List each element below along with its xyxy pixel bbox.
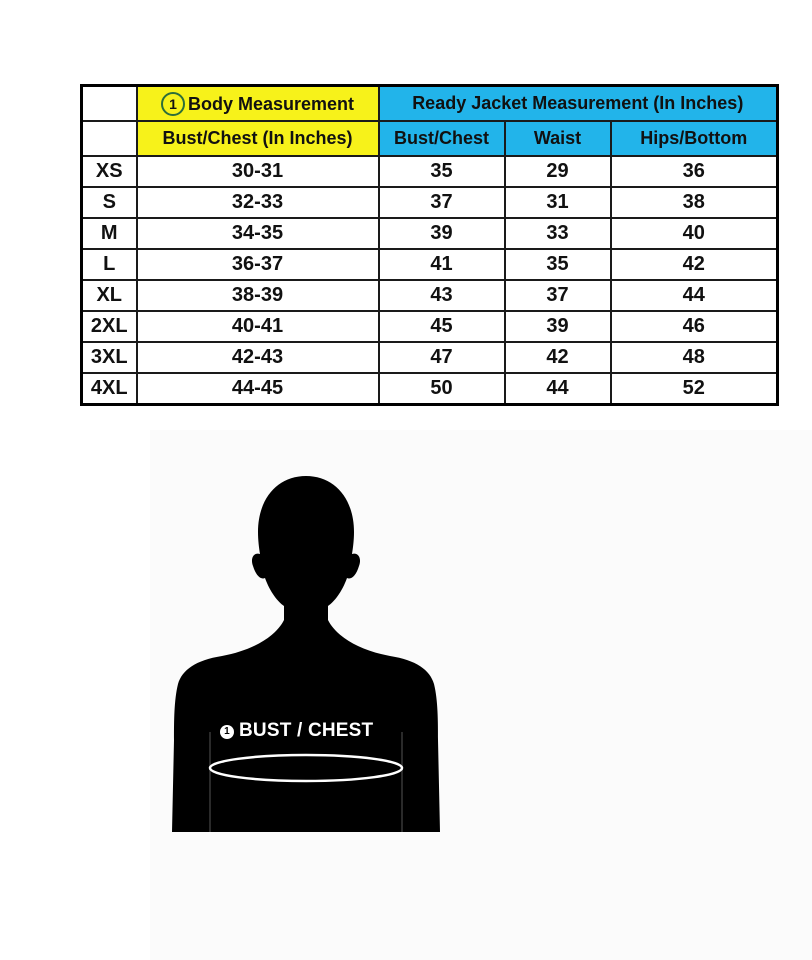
table-row: [82, 373, 778, 405]
jacket-waist-cell: 42: [505, 342, 611, 373]
size-cell: 3XL: [82, 342, 137, 373]
size-cell: S: [82, 187, 137, 218]
body-silhouette-icon: [166, 470, 446, 832]
table-row: [82, 342, 778, 373]
table-row: [82, 311, 778, 342]
jacket-hips-cell: 38: [611, 187, 778, 218]
jacket-bust-cell: 39: [379, 218, 505, 249]
jacket-bust-cell: 47: [379, 342, 505, 373]
jacket-hips-cell: 44: [611, 280, 778, 311]
jacket-bust-cell: 37: [379, 187, 505, 218]
number-one-circle-icon: 1: [161, 92, 185, 116]
jacket-bust-cell: 45: [379, 311, 505, 342]
body-bust-cell: 34-35: [137, 218, 379, 249]
header-row-sub: [82, 121, 778, 156]
body-bust-cell: 38-39: [137, 280, 379, 311]
header-ready-jacket: Ready Jacket Measurement (In Inches): [379, 86, 778, 122]
table-row: [82, 218, 778, 249]
jacket-waist-cell: 39: [505, 311, 611, 342]
bust-chest-label: [220, 720, 373, 742]
header-bust-chest-inches: Bust/Chest (In Inches): [137, 121, 379, 156]
number-one-dot-icon: 1: [220, 725, 234, 739]
table-row: [82, 280, 778, 311]
header-hips-bottom: Hips/Bottom: [611, 121, 778, 156]
header-row-group: [82, 86, 778, 122]
jacket-bust-cell: 41: [379, 249, 505, 280]
jacket-waist-cell: 33: [505, 218, 611, 249]
jacket-hips-cell: 36: [611, 156, 778, 187]
header-bust-chest: Bust/Chest: [379, 121, 505, 156]
jacket-bust-cell: 35: [379, 156, 505, 187]
header-empty-cell-2: [82, 121, 137, 156]
jacket-waist-cell: 35: [505, 249, 611, 280]
jacket-waist-cell: 44: [505, 373, 611, 405]
body-bust-cell: 36-37: [137, 249, 379, 280]
jacket-hips-cell: 46: [611, 311, 778, 342]
jacket-hips-cell: 48: [611, 342, 778, 373]
jacket-waist-cell: 31: [505, 187, 611, 218]
jacket-hips-cell: 40: [611, 218, 778, 249]
size-cell: 4XL: [82, 373, 137, 405]
jacket-waist-cell: 37: [505, 280, 611, 311]
size-cell: L: [82, 249, 137, 280]
size-cell: M: [82, 218, 137, 249]
jacket-bust-cell: 50: [379, 373, 505, 405]
body-bust-cell: 32-33: [137, 187, 379, 218]
jacket-hips-cell: 52: [611, 373, 778, 405]
header-empty-cell-1: [82, 86, 137, 122]
table-row: [82, 187, 778, 218]
body-bust-cell: 30-31: [137, 156, 379, 187]
size-cell: XL: [82, 280, 137, 311]
table-row: [82, 156, 778, 187]
size-cell: XS: [82, 156, 137, 187]
table-row: [82, 249, 778, 280]
header-waist: Waist: [505, 121, 611, 156]
jacket-waist-cell: 29: [505, 156, 611, 187]
body-bust-cell: 42-43: [137, 342, 379, 373]
header-body-measurement: [137, 86, 379, 122]
size-cell: 2XL: [82, 311, 137, 342]
jacket-bust-cell: 43: [379, 280, 505, 311]
body-bust-cell: 40-41: [137, 311, 379, 342]
header-body-measurement-label: Body Measurement: [187, 93, 355, 114]
size-chart-table: [80, 84, 779, 406]
bust-chest-label-text: BUST / CHEST: [239, 720, 374, 741]
body-bust-cell: 44-45: [137, 373, 379, 405]
jacket-hips-cell: 42: [611, 249, 778, 280]
